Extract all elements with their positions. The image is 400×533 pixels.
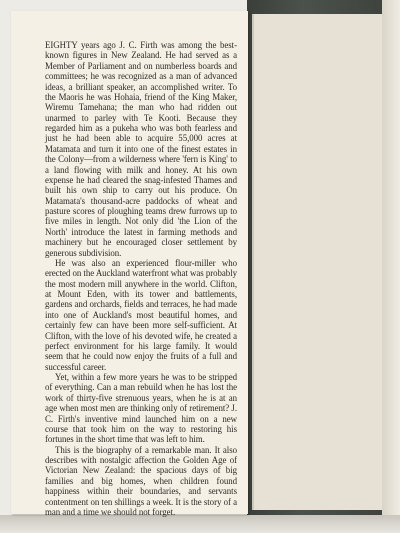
dust-jacket-flap: [11, 11, 248, 517]
book-page-edge: [252, 14, 382, 510]
blurb-paragraph-4: This is the biography of a remarkable man. It also describes with nostalgic affection the Golden Age of Victorian New Zealand: the spacious days of big families and big homes, when children found happiness within their boundaries, and servants contentment on ten shillings a week. It is the story of a man and a time we should not forget.: [45, 444, 237, 517]
shelf-shadow: [0, 515, 400, 533]
blurb-paragraph-2: He was also an experienced flour-miller who erected on the Auckland waterfront what was probably the most modern mill anywhere in the world. Clifton, at Mount Eden, with its tower and battlements, gardens and orchards, fields and terraces, he had made into one of Auckland's most beautiful homes, and certainly few can have been more self-sufficient. At Clifton, with the love of his devoted wife, he created a perfect environment for his large family. It would seem that he could now enjoy the fruits of a full and successful career.: [45, 257, 237, 372]
blurb-paragraph-1: EIGHTY years ago J. C. Firth was among the best-known figures in New Zealand. He had served as a Member of Parliament and on numberless boards and committees; he was recognized as a man of advanced ideas, a brilliant speaker, an accomplished writer. To the Maoris he was Hohaia, friend of the King Maker, Wiremu Tamehana; the man who had ridden out unarmed to parley with Te Kooti. Because they regarded him as a pukeha who was both fearless and just he had been able to acquire 55,000 acres at Matamata and turn it into one of the finest estates in the Colony—from a wilderness where 'fern is King' to a land flowing with milk and honey. At his own expense he had cleared the snag-infested Thames and built his own ship to carry out his produce. On Matamata's thousand-acre paddocks of wheat and pasture scores of ploughing teams drew furrows up to five miles in length. Not only did 'the Lion of the North' introduce the latest in farming methods and machinery but he encouraged closer settlement by generous subdivision.: [45, 40, 237, 258]
blurb-text: [45, 40, 237, 517]
next-book-edge: [382, 0, 400, 533]
blurb-paragraph-3: Yet, within a few more years he was to be stripped of everything. Can a man rebuild when he has lost the work of thirty-five strenuous years, when he is at an age when most men are thinking only of retirement? J. C. Firth's inventive mind launched him on a new course that took him on the way to restoring his fortunes in the short time that was left to him.: [45, 372, 237, 445]
